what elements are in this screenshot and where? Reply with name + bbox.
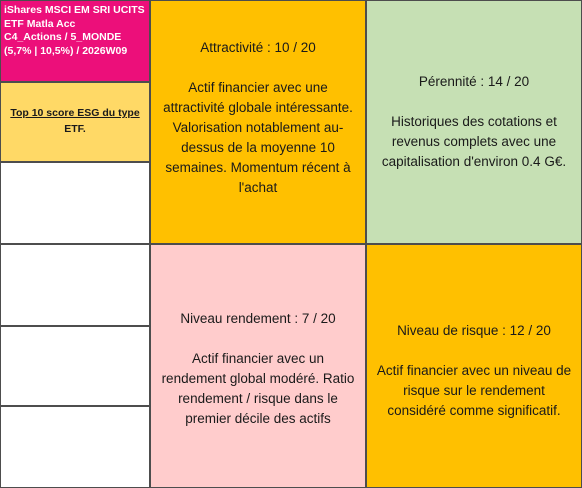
attractivite-title: Attractivité : 10 / 20 <box>200 40 316 55</box>
fund-category: C4_Actions / 5_MONDE <box>4 31 122 43</box>
perennite-text: Historiques des cotations et revenus complets avec une capitalisation d'environ 0.4 G€. <box>381 114 567 169</box>
rendement-title: Niveau rendement : 7 / 20 <box>180 311 336 326</box>
risque-card <box>366 244 582 488</box>
rendement-text: Actif financier avec un rendement global modéré. Ratio rendement / risque dans le premier décile des actifs <box>161 351 355 426</box>
fund-metrics-week: (5,7% | 10,5%) / 2026W09 <box>4 44 128 57</box>
empty-cell-2 <box>0 244 150 326</box>
empty-cell-3 <box>0 326 150 406</box>
rendement-card <box>150 244 366 488</box>
perennite-title: Pérennité : 14 / 20 <box>418 74 530 89</box>
fund-name-line-2: ETF Matla Acc <box>4 17 76 30</box>
perennite-card <box>366 0 582 244</box>
esg-badge <box>0 82 150 162</box>
esg-badge-title: Top 10 score ESG du type <box>10 107 140 119</box>
risque-text: Actif financier avec un niveau de risque sur le rendement considéré comme significatif. <box>376 363 572 418</box>
empty-cell-1 <box>0 162 150 244</box>
fund-name-line-1: iShares MSCI EM SRI UCITS <box>4 4 145 16</box>
attractivite-card <box>150 0 366 244</box>
risque-title: Niveau de risque : 12 / 20 <box>397 323 551 338</box>
esg-badge-type: ETF. <box>64 123 86 135</box>
empty-cell-4 <box>0 406 150 488</box>
attractivite-text: Actif financier avec une attractivité globale intéressante. Valorisation notablement au-dessus de la moyenne 10 semaines. Momentum récent à l'achat <box>163 80 353 195</box>
fund-title-block <box>0 0 150 82</box>
